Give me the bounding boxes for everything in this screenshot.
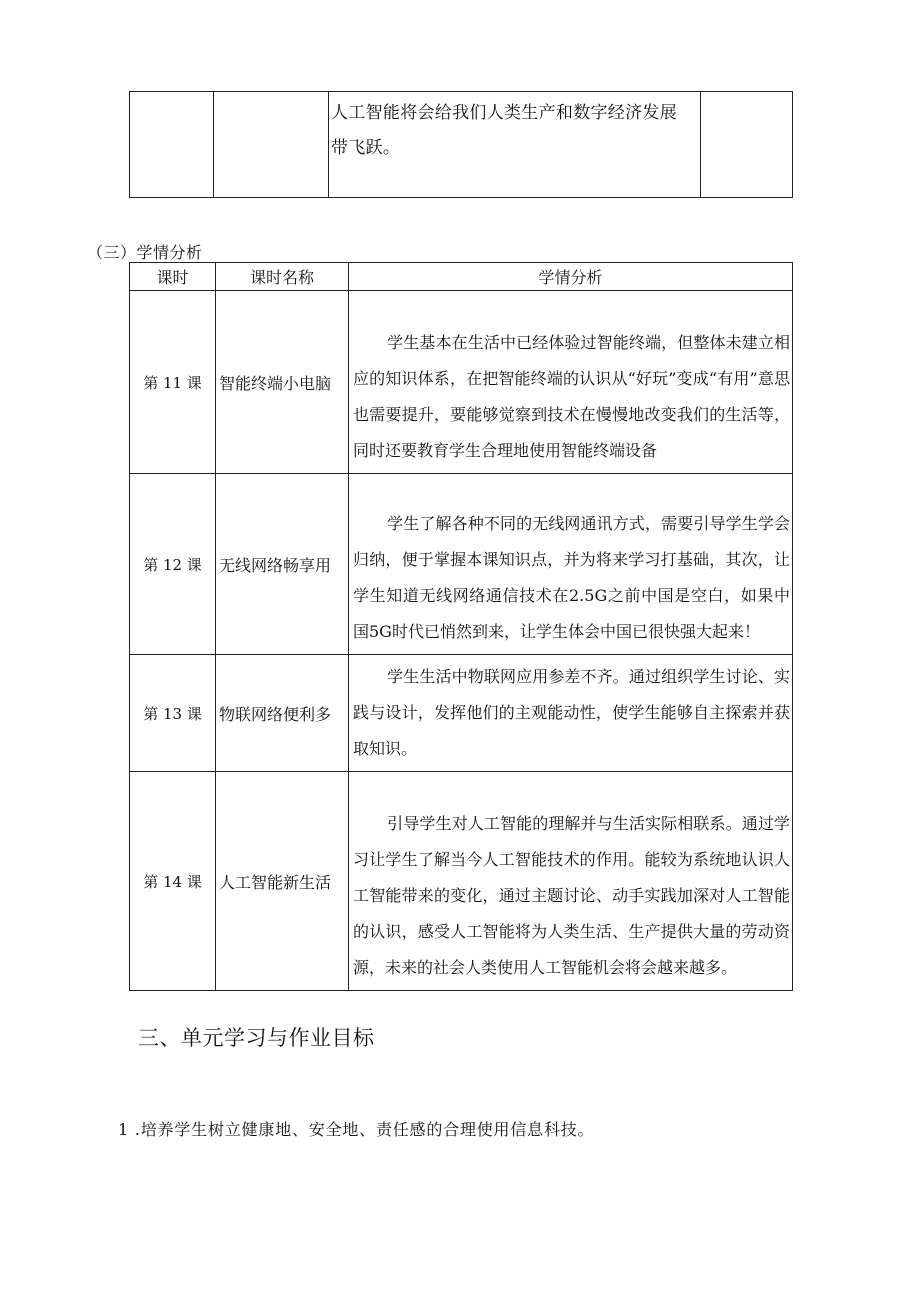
lesson-name: 无线网络畅享用 <box>216 474 349 655</box>
goal-item: 1 .培养学生树立健康地、安全地、责任感的合理使用信息科技。 <box>118 1120 595 1139</box>
table-cell <box>701 92 793 198</box>
header-lesson-name: 课时名称 <box>216 263 349 291</box>
table-cell <box>130 92 214 198</box>
table-row <box>130 772 793 991</box>
lesson-analysis: 引导学生对人工智能的理解并与生活实际相联系。通过学习让学生了解当今人工智能技术的作用。能较为系统地认识人工智能带来的变化，通过主题讨论、动手实践加深对人工智能的认识，感受人工智能将为人类生活、生产提供大量的劳动资源，未来的社会人类使用人工智能机会将会越来越多。 <box>349 772 793 991</box>
table-row <box>130 655 793 772</box>
lesson-number: 第 13 课 <box>130 655 216 772</box>
header-lesson: 课时 <box>130 263 216 291</box>
table-row <box>130 291 793 474</box>
table-row <box>130 92 793 198</box>
lesson-analysis: 学生基本在生活中已经体验过智能终端，但整体未建立相应的知识体系，在把智能终端的认识从“好玩”变成“有用”意思也需要提升，要能够觉察到技术在慢慢地改变我们的生活等，同时还要教育学生合理地使用智能终端设备 <box>349 291 793 474</box>
analysis-table <box>129 262 793 991</box>
table-cell <box>214 92 329 198</box>
lesson-analysis: 学生生活中物联网应用参差不齐。通过组织学生讨论、实践与设计，发挥他们的主观能动性，使学生能够自主探索并获取知识。 <box>349 655 793 772</box>
lesson-number: 第 11 课 <box>130 291 216 474</box>
table-header-row <box>130 263 793 291</box>
lesson-name: 人工智能新生活 <box>216 772 349 991</box>
table-row <box>130 474 793 655</box>
lesson-number: 第 12 课 <box>130 474 216 655</box>
section-label: （三）学情分析 <box>87 243 203 262</box>
lesson-number: 第 14 课 <box>130 772 216 991</box>
section-heading: 三、单元学习与作业目标 <box>138 1026 375 1050</box>
lesson-name: 智能终端小电脑 <box>216 291 349 474</box>
lesson-name: 物联网络便利多 <box>216 655 349 772</box>
lesson-analysis: 学生了解各种不同的无线网通讯方式，需要引导学生学会归纳，便于掌握本课知识点，并为将来学习打基础，其次，让学生知道无线网络通信技术在2.5G之前中国是空白，如果中国5G时代已悄然到来，让学生体会中国已很快强大起来！ <box>349 474 793 655</box>
continued-table <box>129 91 793 198</box>
header-analysis: 学情分析 <box>349 263 793 291</box>
table-cell-text: 人工智能将会给我们人类生产和数字经济发展带飞跃。 <box>329 92 701 198</box>
